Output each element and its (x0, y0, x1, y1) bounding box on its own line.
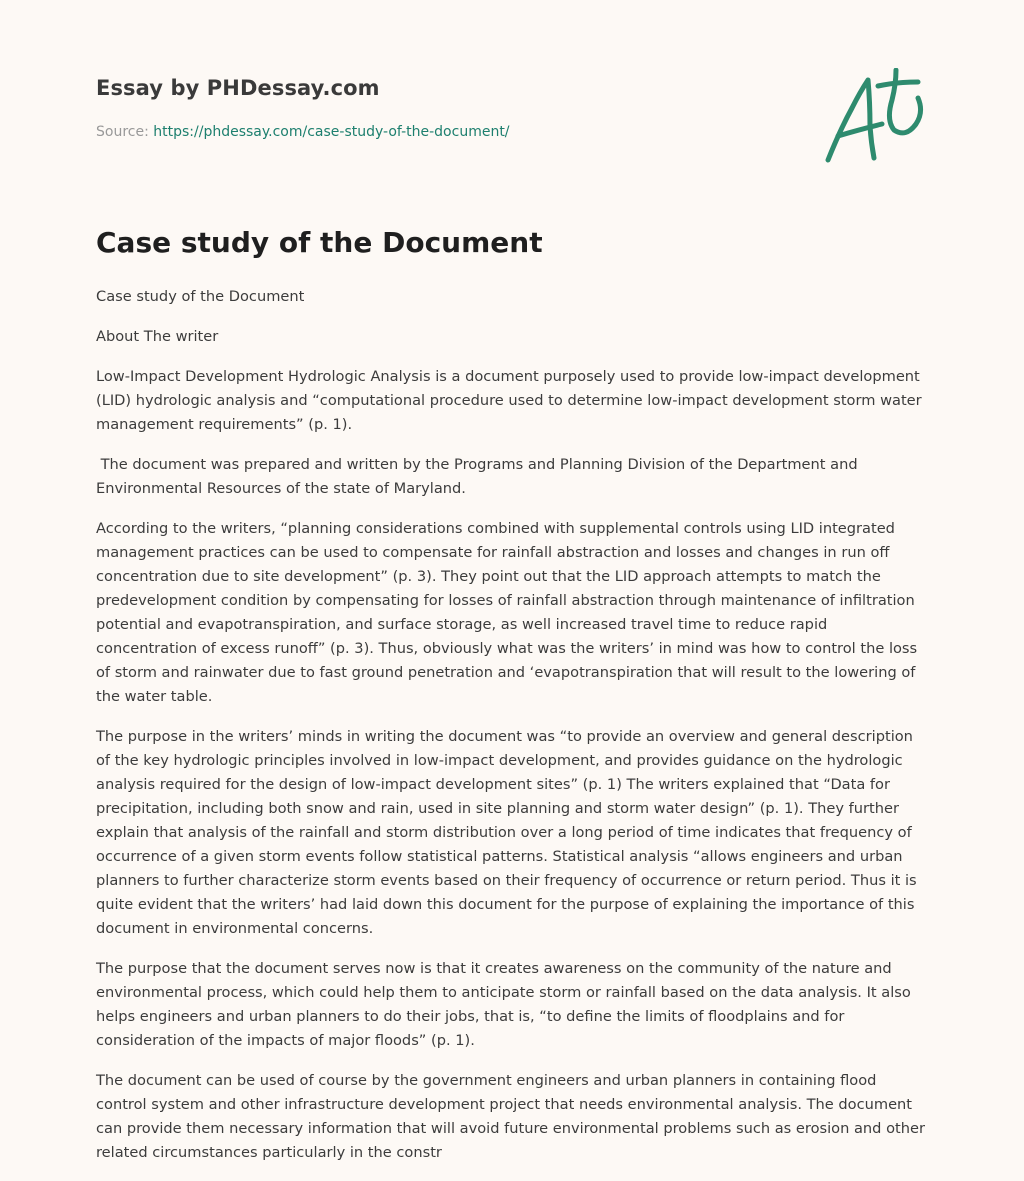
source-line (96, 124, 510, 140)
document-title: Case study of the Document (96, 226, 543, 259)
paragraph-2: About The writer (96, 328, 219, 345)
paragraph-6: The purpose in the writers’ minds in writing the document was “to provide an overview and general description of the key hydrologic principles involved in low-impact development, and provides guidance on the hydrologic analysis required for the design of low-impact development sites” (p. 1) The writers explained that “Data for precipitation, including both snow and rain, used in site planning and storm water design” (p. 1). They further explain that analysis of the rainfall and storm distribution over a long period of time indicates that frequency of occurrence of a given storm events follow statistical patterns. Statistical analysis “allows engineers and urban planners to further characterize storm events based on their frequency of occurrence or return period. Thus it is quite evident that the writers’ had laid down this document for the purpose of explaining the importance of this document in environmental concerns. (96, 728, 917, 937)
site-title: Essay by PHDessay.com (96, 76, 380, 100)
paragraph-5: According to the writers, “planning considerations combined with supplemental controls using LID integrated management practices can be used to compensate for rainfall abstraction and losses and changes in run off concentration due to site development” (p. 3). They point out that the LID approach attempts to match the predevelopment condition by compensating for losses of rainfall abstraction through maintenance of infiltration potential and evapotranspiration, and surface storage, as well increased travel time to reduce rapid concentration of excess runoff” (p. 3). Thus, obviously what was the writers’ in mind was how to control the loss of storm and rainwater due to fast ground penetration and ‘evapotranspiration that will result to the lowering of the water table. (96, 520, 918, 705)
paragraph-8: The document can be used of course by the government engineers and urban planners in containing flood control system and other infrastructure development project that needs environmental analysis. The document can provide them necessary information that will avoid future environmental problems such as erosion and other related circumstances particularly in the constr (96, 1072, 925, 1161)
a-plus-logo-icon (824, 68, 928, 168)
a-plus-logo (824, 68, 928, 168)
paragraph-1: Case study of the Document (96, 288, 305, 305)
paragraph-7: The purpose that the document serves now is that it creates awareness on the community of the nature and environmental process, which could help them to anticipate storm or rainfall based on the data analysis. It also helps engineers and urban planners to do their jobs, that is, “to define the limits of floodplains and for consideration of the impacts of major floods” (p. 1). (96, 960, 911, 1049)
paragraph-4: The document was prepared and written by the Programs and Planning Division of the Department and Environmental Resources of the state of Maryland. (96, 456, 863, 497)
source-label: Source: (96, 124, 149, 140)
document-body (96, 285, 928, 1181)
paragraph-3: Low-Impact Development Hydrologic Analysis is a document purposely used to provide low-impact development (LID) hydrologic analysis and “computational procedure used to determine low-impact development storm water management requirements” (p. 1). (96, 368, 922, 433)
source-link[interactable]: https://phdessay.com/case-study-of-the-document/ (153, 124, 510, 140)
